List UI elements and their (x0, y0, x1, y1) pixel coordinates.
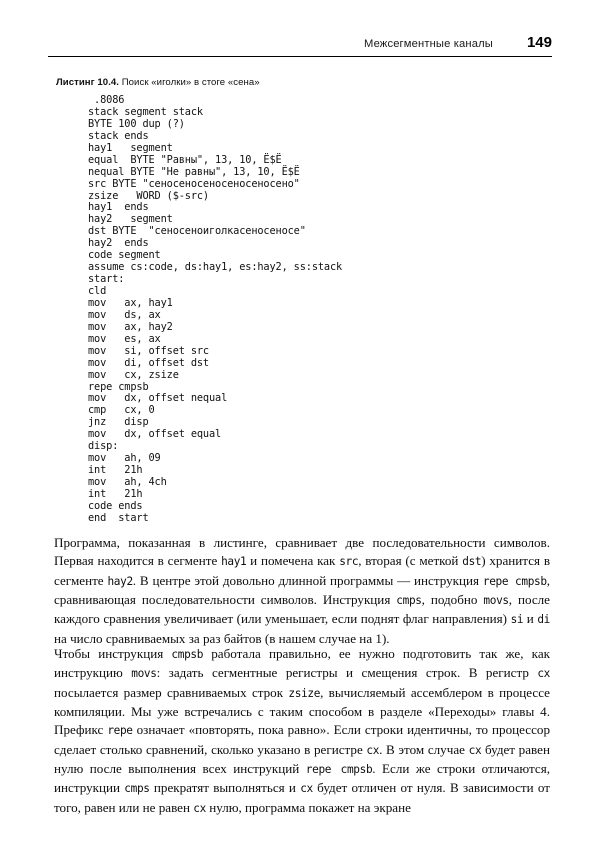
code-line: stack segment stack (88, 105, 203, 118)
code-line: mov cx, zsize (88, 368, 179, 381)
code-line: src BYTE "сеносеносеносеносеносено" (88, 177, 300, 190)
code-line: mov ah, 4ch (88, 476, 167, 488)
listing-caption-label: Листинг 10.4. (56, 77, 120, 88)
code-line: equal BYTE "Равны", 13, 10, Ë$Ë (88, 153, 282, 166)
code-line: cmp cx, 0 (88, 404, 155, 417)
body-paragraph: Чтобы инструкция cmpsb работала правильно, ее нужно подготовить так же, как инструкцию movs: задать сегментные регистры и смещения строк. В регистр cx посылается размер сравниваемых строк zsize, вычисляемый ассемблером в процессе компиляции. Мы уже встречались с таким способом в разделе «Переходы» главы 4. Префикс repe означает «повторять, пока равно». Если строки идентичны, то процессор сделает столько сравнений, сколько указано в регистре cx. В этом случае cx будет равен нулю после выполнения всех инструкций repe cmpsb. Если же строки отличаются, инструкции cmps прекратят выполняться и cx будет отличен от нуля. В зависимости от того, равен или не равен cx нулю, программа покажет на экране (54, 646, 551, 815)
code-line: hay1 ends (88, 201, 149, 214)
listing-caption (56, 77, 546, 88)
body-paragraph-block-1 (54, 534, 550, 648)
code-line: start: (88, 273, 125, 286)
code-line: code ends (88, 499, 143, 512)
body-paragraph-block-2 (54, 645, 550, 818)
code-line: stack ends (88, 129, 149, 142)
code-line: int 21h (88, 464, 143, 477)
listing-caption-text: Поиск «иголки» в стоге «сена» (119, 77, 260, 88)
code-line: int 21h (88, 487, 143, 500)
code-line: mov ax, hay2 (88, 320, 173, 333)
code-line: hay2 segment (88, 213, 173, 226)
body-paragraph: Программа, показанная в листинге, сравнивает две последовательности символов. Первая находится в сегменте hay1 и помечена как src, вторая (с меткой dst) хранится в сегменте hay2. В центре этой довольно длинной программы — инструкция repe cmpsb, сравнивающая последовательности символов. Инструкция cmps, подобно movs, после каждого сравнения увеличивает (или уменьшает, если поднят флаг направления) si и di на число сравниваемых за раз байтов (в нашем случае на 1). (54, 535, 550, 646)
page-number: 149 (526, 34, 552, 51)
code-line: mov di, offset dst (88, 356, 209, 369)
code-line: BYTE 100 dup (?) (88, 117, 185, 130)
code-line: code segment (88, 249, 161, 262)
running-head (48, 34, 552, 51)
code-line: mov ax, hay1 (88, 296, 173, 309)
code-line: mov si, offset src (88, 344, 209, 357)
code-line: mov es, ax (88, 332, 161, 345)
code-line: mov dx, offset nequal (88, 392, 228, 405)
code-line: cld (88, 285, 107, 297)
code-line: mov ah, 09 (88, 452, 161, 465)
code-line: end start (88, 511, 149, 524)
code-line: .8086 (88, 94, 125, 106)
code-listing (88, 95, 508, 525)
code-line: dst BYTE "сеносеноиголкасеносеносе" (88, 225, 306, 238)
code-line: mov dx, offset equal (88, 428, 222, 441)
code-line: hay2 ends (88, 237, 149, 250)
code-line: hay1 segment (88, 141, 173, 154)
header-rule (48, 56, 552, 57)
code-line: nequal BYTE "Не равны", 13, 10, Ë$Ë (88, 165, 300, 178)
code-line: repe cmpsb (88, 380, 149, 393)
code-line: disp: (88, 440, 119, 453)
running-head-title: Межсегментные каналы (363, 38, 493, 50)
code-line: jnz disp (88, 416, 149, 429)
code-line: zsize WORD ($-src) (88, 189, 209, 202)
code-line: mov ds, ax (88, 308, 161, 321)
code-line: assume cs:code, ds:hay1, es:hay2, ss:stack (88, 261, 343, 274)
